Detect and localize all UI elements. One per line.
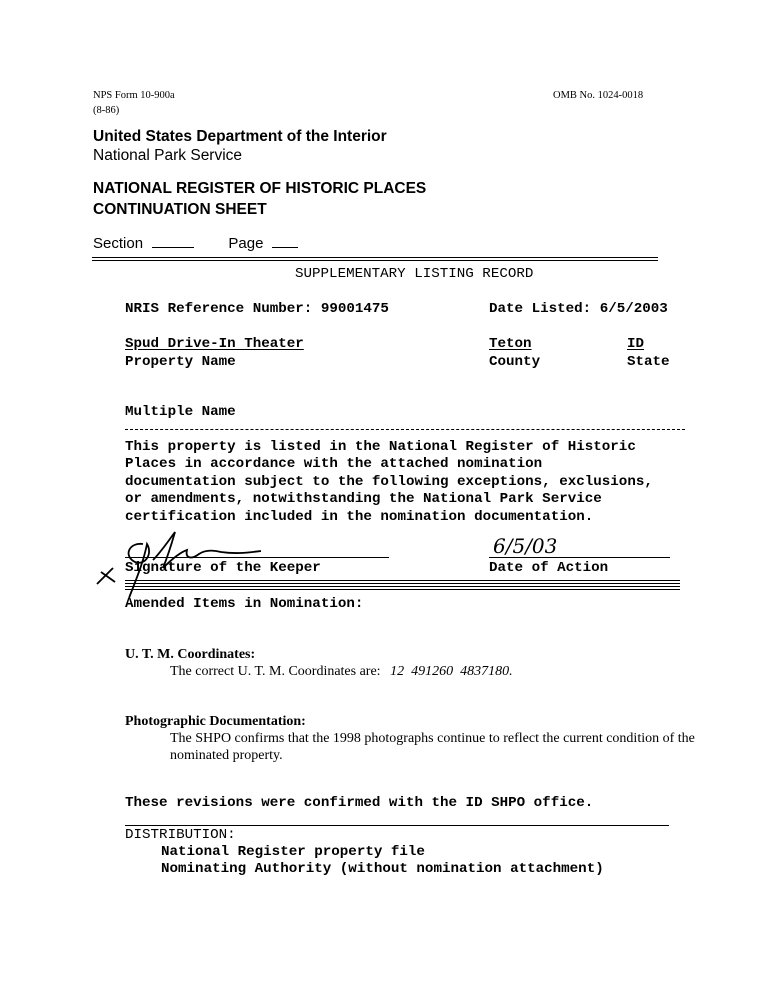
form-title — [93, 178, 426, 220]
signature-double-rule-2 — [125, 586, 680, 590]
utm-statement — [170, 664, 513, 680]
distribution-label: DISTRIBUTION: — [125, 827, 236, 843]
state-value: ID — [627, 336, 645, 352]
date-listed-value: 6/5/2003 — [599, 301, 668, 317]
utm-value: 12 491260 4837180. — [390, 664, 513, 679]
section-label: Section — [93, 235, 144, 252]
form-date: (8-86) — [93, 105, 120, 116]
statement-line: or amendments, notwithstanding the National Park Service — [125, 491, 602, 508]
utm-heading: U. T. M. Coordinates: — [125, 647, 256, 662]
photo-line-2: nominated property. — [170, 748, 283, 763]
distribution-item: Nominating Authority (without nomination attachment) — [161, 861, 604, 877]
nris-value: 99001475 — [320, 301, 389, 317]
nris-label: NRIS Reference Number: — [125, 301, 313, 317]
statement-line: certification included in the nomination documentation. — [125, 508, 594, 525]
distribution-rule — [125, 825, 669, 826]
multiple-name-label: Multiple Name — [125, 404, 236, 420]
photo-line-1: The SHPO confirms that the 1998 photographs continue to reflect the current condition of the — [170, 731, 695, 746]
form-title-line1: NATIONAL REGISTER OF HISTORIC PLACES — [93, 180, 427, 197]
agency-name: National Park Service — [93, 147, 243, 164]
omb-number: OMB No. 1024-0018 — [553, 90, 644, 101]
utm-text: The correct U. T. M. Coordinates are: — [170, 664, 381, 679]
page-blank — [272, 233, 298, 248]
property-name-value: Spud Drive-In Theater — [125, 336, 304, 352]
amended-items-label: Amended Items in Nomination: — [125, 596, 364, 612]
property-name-label: Property Name — [125, 354, 236, 370]
date-listed-row — [489, 301, 668, 317]
statement-line: Places in accordance with the attached nomination — [125, 456, 543, 473]
state-label: State — [627, 354, 670, 370]
multiple-name-dashed-rule — [125, 429, 685, 430]
signature-double-rule — [125, 580, 680, 584]
date-of-action-handwritten: 6/5/03 — [493, 534, 558, 558]
form-title-line2: CONTINUATION SHEET — [93, 201, 267, 218]
distribution-item: National Register property file — [161, 844, 425, 860]
county-value: Teton — [489, 336, 532, 352]
statement-line: documentation subject to the following exceptions, exclusions, — [125, 473, 653, 490]
form-number: NPS Form 10-900a — [93, 90, 175, 101]
confirmation-note: These revisions were confirmed with the ID SHPO office. — [125, 795, 594, 811]
page-label: Page — [228, 235, 264, 252]
date-listed-label: Date Listed: — [489, 301, 592, 317]
section-page-row — [93, 233, 298, 252]
nris-row — [125, 301, 389, 317]
listing-statement — [125, 439, 653, 526]
section-blank — [152, 233, 194, 248]
department-name: United States Department of the Interior — [93, 128, 387, 145]
header-double-rule — [92, 257, 658, 261]
signature-label: Signature of the Keeper — [125, 560, 321, 576]
statement-line: This property is listed in the National Register of Historic — [125, 439, 636, 455]
county-label: County — [489, 354, 541, 370]
photo-heading: Photographic Documentation: — [125, 714, 306, 729]
record-heading: SUPPLEMENTARY LISTING RECORD — [295, 266, 534, 282]
date-of-action-label: Date of Action — [489, 560, 609, 576]
